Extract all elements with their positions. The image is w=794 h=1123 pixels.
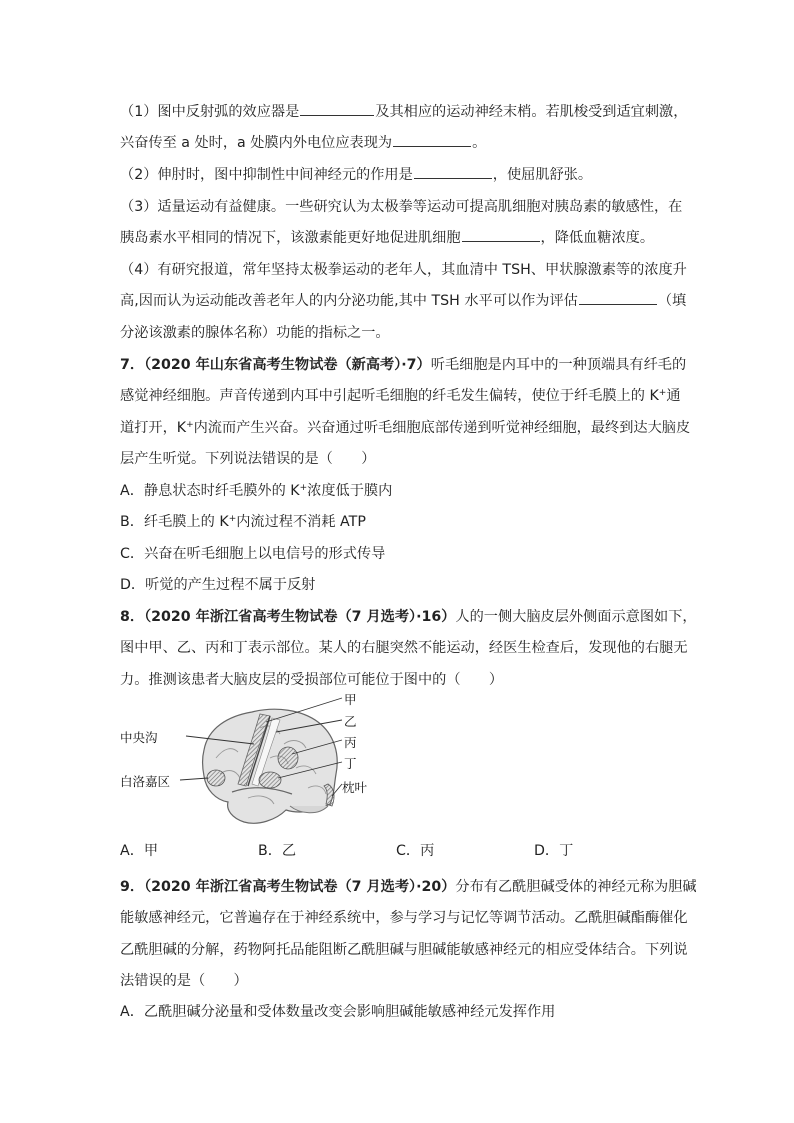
text: 兴奋传至 a 处时，a 处膜内外电位应表现为 [120,135,393,151]
text: B．纤毛膜上的 K [120,514,229,530]
text: （3）适量运动有益健康。一些研究认为太极拳等运动可提高肌细胞对胰岛素的敏感性，在 [120,199,683,215]
q8-option-b: B．乙 [258,843,297,859]
text: ，使屈肌舒张。 [492,167,593,183]
region-bing [278,747,298,769]
label-broca-area: 白洛嘉区 [120,774,171,789]
text: 力。推测该患者大脑皮层的受损部位可能位于图中的（ ） [120,672,504,688]
answer-blank [462,227,540,242]
superscript: + [299,483,308,493]
text: 胰岛素水平相同的情况下，该激素能更好地促进肌细胞 [120,230,461,246]
q7-line2 [120,385,681,407]
q7-line4 [120,448,375,470]
answer-blank [300,101,374,116]
q8-option-a: A．甲 [120,843,159,859]
q6-part1-line2 [120,132,486,154]
text: 法错误的是（ ） [120,973,248,989]
label-central-sulcus: 中央沟 [120,730,158,745]
q6-part1-line1 [120,101,687,123]
text: A．静息状态时纤毛膜外的 K [120,483,300,499]
text: 乙酰胆碱的分解，药物阿托品能阻断乙酰胆碱与胆碱能敏感神经元的相应受体结合。下列说 [120,942,688,958]
text: （1）图中反射弧的效应器是 [120,104,300,120]
q7-option-d [120,574,315,596]
q6-part2-line [120,164,592,186]
broca-area [207,770,225,786]
q8-line2 [120,637,688,659]
label-jia: 甲 [344,692,357,707]
answer-blank [414,164,492,179]
q9-line4 [120,970,248,992]
superscript: + [186,420,194,430]
text: 层产生听觉。下列说法错误的是（ ） [120,451,376,467]
q7-option-a [120,480,392,502]
text: ，降低血糖浓度。 [540,230,655,246]
q6-part4-line1 [120,259,687,281]
q9-line1 [120,876,697,898]
text: （填 [657,293,687,309]
q7-line3 [120,417,690,439]
q6-part4-line3 [120,322,390,344]
label-yi: 乙 [344,714,357,729]
text: 感觉神经细胞。声音传递到内耳中引起听毛细胞的纤毛发生偏转，使位于纤毛膜上的 K [120,388,659,404]
brain-diagram [120,688,380,830]
text: D．听觉的产生过程不属于反射 [120,577,316,593]
superscript: + [658,388,667,398]
text: 及其相应的运动神经末梢。若肌梭受到适宜刺激， [375,104,688,120]
q6-part4-line2 [120,290,686,312]
q9-line2 [120,907,688,929]
label-occipital-lobe: 枕叶 [342,780,368,795]
q7-option-b [120,511,366,533]
text: 内流而产生兴奋。兴奋通过听毛细胞底部传递到听觉神经细胞，最终到达大脑皮 [193,420,691,436]
q7-option-c [120,543,385,565]
label-ding: 丁 [344,756,357,771]
text: 。 [472,135,487,151]
q6-part3-line1 [120,196,682,218]
text: 能敏感神经元，它普遍存在于神经系统中，参与学习与记忆等调节活动。乙酰胆碱酯酶催化 [120,910,688,926]
brain-lateral-figure [120,688,380,830]
text: 高,因而认为运动能改善老年人的内分泌功能,其中 TSH 水平可以作为评估 [120,293,578,309]
q8-line1 [120,606,697,628]
text: 内流过程不消耗 ATP [236,514,366,530]
q7-line1 [120,354,686,376]
q6-part3-line2 [120,227,654,249]
text: 分泌该激素的腺体名称）功能的指标之一。 [120,325,390,341]
superscript: + [228,514,237,524]
label-bing: 丙 [344,735,357,750]
q8-option-d: D．丁 [534,843,574,859]
text: （2）伸肘时，图中抑制性中间神经元的作用是 [120,167,413,183]
text: 通 [666,388,681,404]
question-source: 8．（2020 年浙江省高考生物试卷（7 月选考）·16） [120,609,456,625]
q9-option-a [120,1001,555,1023]
text: （4）有研究报道，常年坚持太极拳运动的老年人，其血清中 TSH、甲状腺激素等的浓度升 [120,262,687,278]
question-source: 9．（2020 年浙江省高考生物试卷（7 月选考）·20） [120,879,456,895]
q8-option-c: C．丙 [396,843,435,859]
answer-blank [393,132,471,147]
q8-options [120,840,680,862]
text: C．兴奋在听毛细胞上以电信号的形式传导 [120,546,386,562]
text: 听毛细胞是内耳中的一种顶端具有纤毛的 [430,357,687,373]
text: A．乙酰胆碱分泌量和受体数量改变会影响胆碱能敏感神经元发挥作用 [120,1004,556,1020]
text: 浓度低于膜内 [307,483,393,499]
text: 人的一侧大脑皮层外侧面示意图如下， [455,609,697,625]
text: 图中甲、乙、丙和丁表示部位。某人的右腿突然不能运动，经医生检查后，发现他的右腿无 [120,640,688,656]
region-ding [259,772,281,788]
text: 道打开，K [120,420,187,436]
question-source: 7．（2020 年山东省高考生物试卷（新高考）·7） [120,357,431,373]
text: 分布有乙酰胆碱受体的神经元称为胆碱 [455,879,697,895]
q9-line3 [120,939,688,961]
answer-blank [579,290,657,305]
